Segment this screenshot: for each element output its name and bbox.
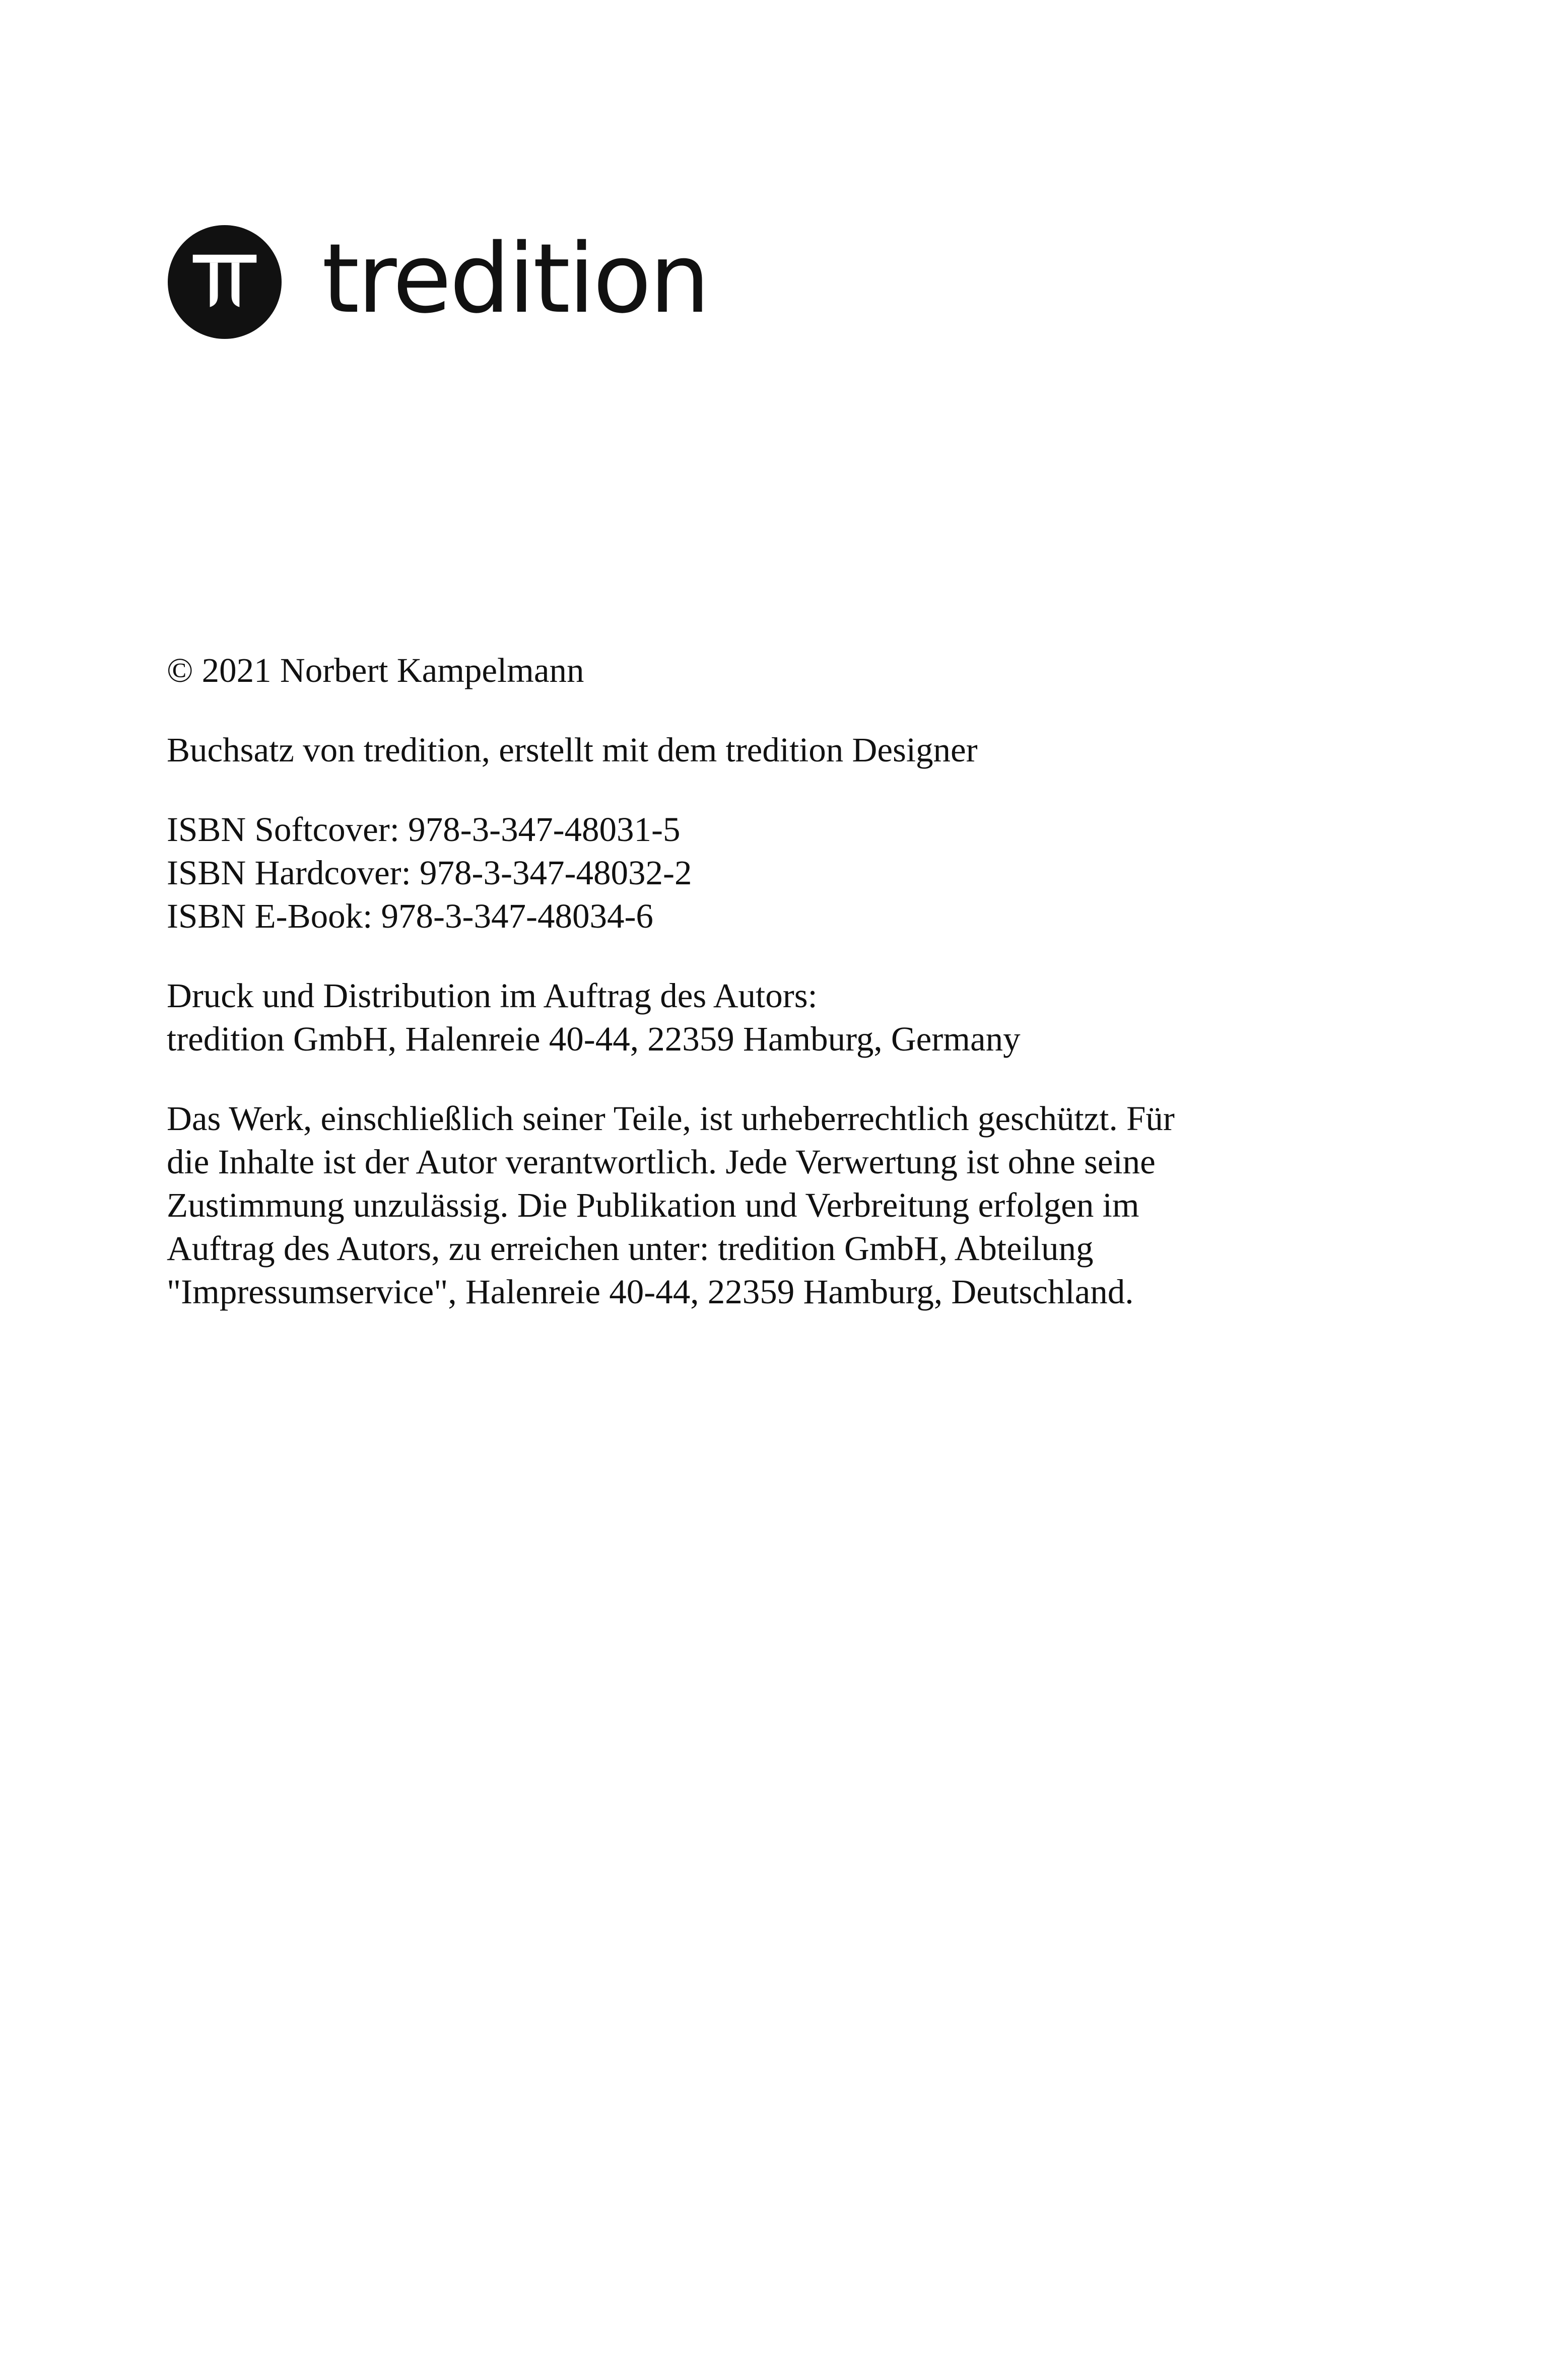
distribution-block [167,974,1386,1061]
tredition-logo-icon [168,225,282,339]
publisher-logo [168,224,708,340]
typesetting-line: Buchsatz von tredition, erstellt mit dem tredition Designer [167,731,978,769]
legal-line-5: "Impressumservice", Halenreie 40-44, 22359 Hamburg, Deutschland. [167,1273,1134,1311]
distribution-address: tredition GmbH, Halenreie 40-44, 22359 Hamburg, Germany [167,1020,1021,1058]
isbn-softcover: ISBN Softcover: 978-3-347-48031-5 [167,810,681,849]
legal-line-2: die Inhalte ist der Autor verantwortlich. Jede Verwertung ist ohne seine [167,1143,1156,1181]
typesetting-block [167,728,1386,772]
legal-line-4: Auftrag des Autors, zu erreichen unter: tredition GmbH, Abteilung [167,1229,1094,1268]
copyright-block [167,649,1386,692]
logo-wordmark: tredition [322,223,708,334]
legal-line-1: Das Werk, einschließlich seiner Teile, ist urheberrechtlich geschützt. Für [167,1099,1175,1138]
isbn-hardcover: ISBN Hardcover: 978-3-347-48032-2 [167,854,692,892]
isbn-block [167,808,1386,938]
legal-line-3: Zustimmung unzulässig. Die Publikation und Verbreitung erfolgen im [167,1186,1139,1224]
isbn-ebook: ISBN E-Book: 978-3-347-48034-6 [167,897,653,935]
copyright-line: © 2021 Norbert Kampelmann [167,651,584,689]
distribution-line-1: Druck und Distribution im Auftrag des Autors: [167,976,818,1015]
imprint-text [167,649,1386,1350]
legal-notice-block [167,1097,1386,1313]
